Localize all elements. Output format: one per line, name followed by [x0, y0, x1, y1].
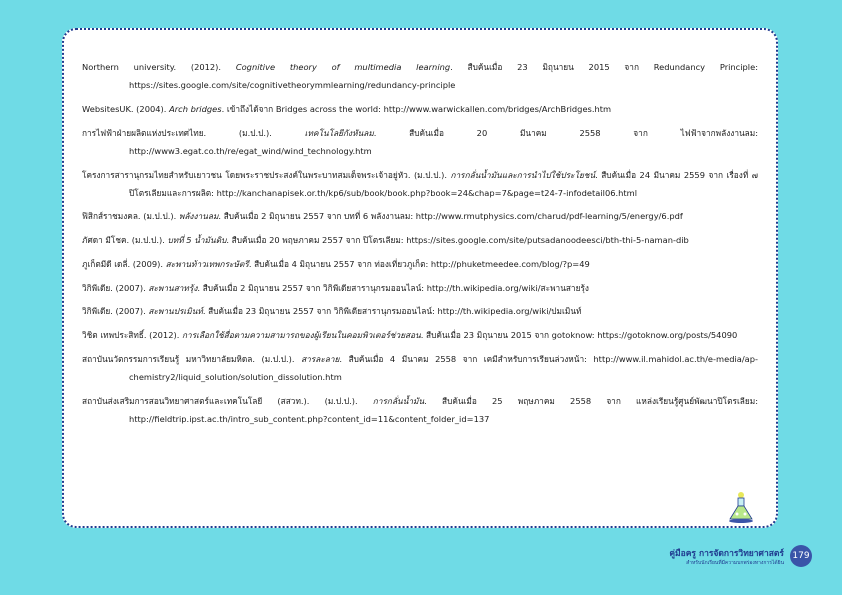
reference-details: . สืบค้นเมื่อ 2 มิถุนายน 2557 จาก บทที่ 6 พลังงานลม: http://www.rmutphysics.com/charud/pdf-learning/5/energy/6.pdf: [218, 211, 683, 222]
footer-title: คู่มือครู การจัดการวิทยาศาสตร์: [669, 549, 784, 559]
reference-entry: [82, 302, 758, 320]
reference-title: สะพานปรเมินท์: [148, 306, 203, 317]
reference-title: Cognitive theory of multimedia learning: [235, 62, 451, 72]
reference-author: สถาบันส่งเสริมการสอนวิทยาศาสตร์และเทคโนโลยี (สสวท.). (ม.ป.ป.).: [82, 395, 373, 406]
reference-details: . สืบค้นเมื่อ 24 มีนาคม 2559 จาก เรื่องที่ ๗ ปิโตรเลียมและการผลิต: http://kanchanapisek.or.th/kp6/sub/book/book.php?book=24&chap=7&page=t24-7-infodetail06.html: [129, 169, 758, 198]
reference-details: . สืบค้นเมื่อ 23 มิถุนายน 2557 จาก วิกิพีเดียสารานุกรมออนไลน์: http://th.wikipedia.org/wiki/ปมเมินท์: [202, 306, 582, 317]
reference-details: . สืบค้นเมื่อ 20 มีนาคม 2558 จาก ไฟฟ้าจากพลังงานลม: http://www3.egat.co.th/re/egat_wind/wind_technology.htm: [129, 127, 759, 156]
reference-entry: [82, 166, 758, 202]
reference-details: . สืบค้นเมื่อ 20 พฤษภาคม 2557 จาก ปิโตรเลียม: https://sites.google.com/site/putsadanoodeesci/bth-thi-5-naman-dib: [226, 235, 689, 246]
page-number: 179: [790, 545, 812, 567]
reference-title: สะพานท้าวเทพกระษัตรี: [165, 258, 249, 269]
reference-entry: [82, 100, 758, 118]
reference-author: โครงการสารานุกรมไทยสำหรับเยาวชน โดยพระราชประสงค์ในพระบาทสมเด็จพระเจ้าอยู่หัว. (ม.ป.ป.).: [82, 169, 451, 180]
reference-entry: [82, 255, 758, 273]
reference-entry: [82, 231, 758, 249]
reference-title: การกลั่นน้ำมันและการนำไปใช้ประโยชน์: [450, 169, 596, 180]
reference-list: [82, 58, 758, 433]
reference-author: การไฟฟ้าฝ่ายผลิตแห่งประเทศไทย. (ม.ป.ป.).: [82, 127, 305, 138]
reference-details: . สืบค้นเมื่อ 23 มิถุนายน 2015 จาก gotoknow: https://gotoknow.org/posts/54090: [420, 329, 738, 340]
footer-subtitle: สำหรับนักเรียนที่มีความบกพร่องทางการได้ยิน: [686, 560, 784, 566]
reference-author: ฟิสิกส์ราชมงคล. (ม.ป.ป.).: [82, 211, 179, 222]
reference-title: สารละลาย: [301, 353, 340, 364]
reference-entry: [82, 350, 758, 386]
reference-entry: [82, 207, 758, 225]
reference-entry: [82, 326, 758, 344]
reference-entry: [82, 392, 758, 428]
reference-author: ภัศดา มีโชค. (ม.ป.ป.).: [82, 235, 168, 246]
reference-author: Northern university. (2012).: [82, 62, 236, 72]
reference-details: . สืบค้นเมื่อ 23 มิถุนายน 2015 จาก Redundancy Principle: https://sites.google.com/site/cognitivetheorymmlearning/redundancy-principle: [129, 62, 759, 91]
page-footer: [669, 545, 812, 567]
reference-title: เทคโนโลยีกังหันลม: [304, 127, 374, 138]
reference-author: วิกิพีเดีย. (2007).: [82, 282, 149, 293]
reference-author: วิชิต เทพประสิทธิ์. (2012).: [82, 329, 183, 340]
reference-details: . สืบค้นเมื่อ 4 มิถุนายน 2557 จาก ท่องเที่ยวภูเก็ต: http://phuketmeedee.com/blog/?p=49: [248, 258, 590, 269]
reference-author: WebsitesUK. (2004).: [82, 103, 170, 114]
reference-title: สะพานสาทรุ้ง: [148, 282, 198, 293]
reference-author: สถาบันนวัตกรรมการเรียนรู้ มหาวิทยาลัยมหิดล. (ม.ป.ป.).: [82, 353, 302, 364]
reference-details: . สืบค้นเมื่อ 4 มีนาคม 2558 จาก เคมีสำหรับการเรียนล่วงหน้า: http://www.il.mahidol.ac.th/e-media/ap-chemistry2/liquid_solution/solution_dissolution.htm: [129, 353, 759, 382]
reference-details: . สืบค้นเมื่อ 25 พฤษภาคม 2558 จาก แหล่งเรียนรู้ศูนย์พัฒนาปิโตรเลียม: http://fieldtrip.ipst.ac.th/intro_sub_content.php?content_id=11&content_folder_id=137: [129, 395, 758, 424]
reference-title: Arch bridges: [169, 103, 222, 114]
reference-details: . เข้าถึงได้จาก Bridges across the world: http://www.warwickallen.com/bridges/ArchBridges.htm: [221, 103, 612, 114]
science-flask-mascot-icon: [726, 491, 756, 527]
reference-entry: [82, 279, 758, 297]
reference-entry: [82, 124, 758, 160]
reference-title: พลังงานลม: [178, 211, 219, 222]
reference-author: วิกิพีเดีย. (2007).: [82, 306, 149, 317]
reference-title: บทที่ 5 น้ำมันดิบ: [167, 235, 227, 246]
reference-title: การเลือกใช้สื่อตามความสามารถของผู้เรียนในคอมพิวเตอร์ช่วยสอน: [182, 329, 421, 340]
reference-entry: [82, 58, 758, 94]
reference-details: . สืบค้นเมื่อ 2 มิถุนายน 2557 จาก วิกิพีเดียสารานุกรมออนไลน์: http://th.wikipedia.org/wiki/สะพานสายรุ้ง: [197, 282, 589, 293]
reference-author: ภูเก็ตมีดี เดลี่. (2009).: [82, 258, 166, 269]
reference-title: การกลั่นน้ำมัน: [372, 395, 425, 406]
